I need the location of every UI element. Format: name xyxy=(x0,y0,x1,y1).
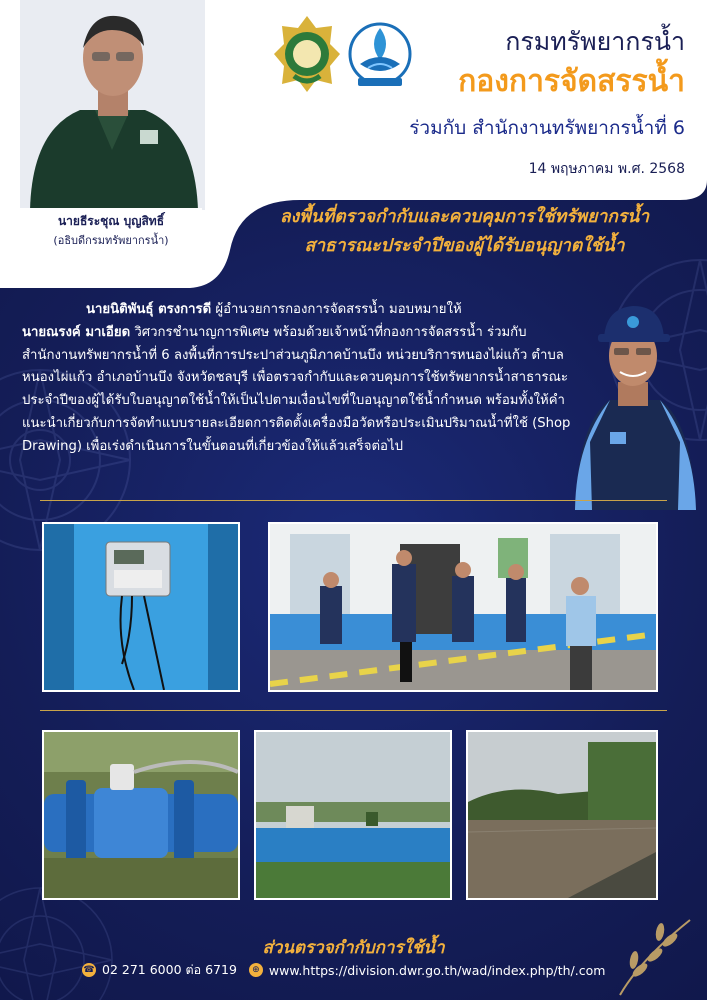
division-title: กองการจัดสรรน้ำ xyxy=(458,64,685,99)
footer-contact xyxy=(82,960,605,980)
photo-flowmeter-cabinet xyxy=(42,522,240,692)
leaf-ornament xyxy=(600,900,707,1000)
body-text-1: ผู้อำนวยการกองการจัดสรรน้ำ มอบหมายให้ xyxy=(211,302,462,317)
director-portrait-icon xyxy=(20,0,205,210)
divider-top xyxy=(40,500,667,501)
footer-section-name: ส่วนตรวจกำกับการใช้น้ำ xyxy=(262,938,445,958)
photo-pump-station xyxy=(254,730,452,900)
director-name: นายธีระชุณ บุญสิทธิ์ xyxy=(57,214,165,228)
dwr-emblem-logo xyxy=(272,14,342,94)
inspection-image-icon xyxy=(270,524,656,690)
headline-line-1: ลงพื้นที่ตรวจกำกับและควบคุมการใช้ทรัพยากรน้ำ xyxy=(279,207,650,227)
photo-reservoir xyxy=(466,730,658,900)
pump-station-image-icon xyxy=(256,732,450,898)
body-paragraph xyxy=(22,299,577,459)
footer-website[interactable]: www.https://division.dwr.go.th/wad/index.php/th/.com xyxy=(268,962,606,978)
photo-flowmeter-pipe xyxy=(42,730,240,900)
headline xyxy=(232,203,697,261)
publish-date: 14 พฤษภาคม พ.ศ. 2568 xyxy=(528,161,685,177)
divider-middle xyxy=(40,710,667,711)
reservoir-image-icon xyxy=(468,732,656,898)
phone-icon: ☎ xyxy=(83,965,95,975)
director-title: (อธิบดีกรมทรัพยากรน้ำ) xyxy=(53,234,169,247)
photo-site-inspection xyxy=(268,522,658,692)
staff-portrait xyxy=(570,282,700,510)
director-division-name: นายนิติพันธุ์ ตรงการดี xyxy=(86,302,212,317)
cabinet-image-icon xyxy=(44,524,238,690)
director-caption xyxy=(20,208,202,256)
department-title: กรมทรัพยากรน้ำ xyxy=(505,27,685,56)
body-text-2: วิศวกรชำนาญการพิเศษ พร้อมด้วยเจ้าหน้าที่กองการจัดสรรน้ำ ร่วมกับสำนักงานทรัพยากรน้ำที่ 6 ลงพื้นที่การประปาส่วนภูมิภาคบ้านบึง หน่วยบริการหนองไผ่แก้ว ตำบลหนองไผ่แก้ว อำเภอบ้านบึง จังหวัดชลบุรี เพื่อตรวจกำกับและควบคุมการใช้ทรัพยากรน้ำสาธารณะประจำปีของผู้ได้รับใบอนุญาตใช้น้ำให้เป็นไปตามเงื่อนไขที่ใบอนุญาตใช้น้ำกำหนด พร้อมทั้งให้คำแนะนำเกี่ยวกับการจัดทำแบบรายละเอียดการติดตั้งเครื่องมือวัดหรือประเมินปริมาณน้ำที่ใช้ (Shop Drawing) เพื่อเร่งดำเนินการในขั้นตอนที่เกี่ยวข้องให้แล้วเสร็จต่อไป xyxy=(22,324,571,454)
headline-line-2: สาธารณะประจำปีของผู้ได้รับอนุญาตใช้น้ำ xyxy=(304,236,625,256)
footer-phone: 02 271 6000 ต่อ 6719 xyxy=(102,962,237,977)
water-resources-logo xyxy=(348,20,412,92)
director-photo xyxy=(20,0,205,210)
engineer-name: นายณรงค์ มาเอียด xyxy=(22,324,131,340)
pipe-image-icon xyxy=(44,732,238,898)
partner-subtitle: ร่วมกับ สำนักงานทรัพยากรน้ำที่ 6 xyxy=(409,117,685,139)
globe-icon: ⊕ xyxy=(249,963,263,977)
